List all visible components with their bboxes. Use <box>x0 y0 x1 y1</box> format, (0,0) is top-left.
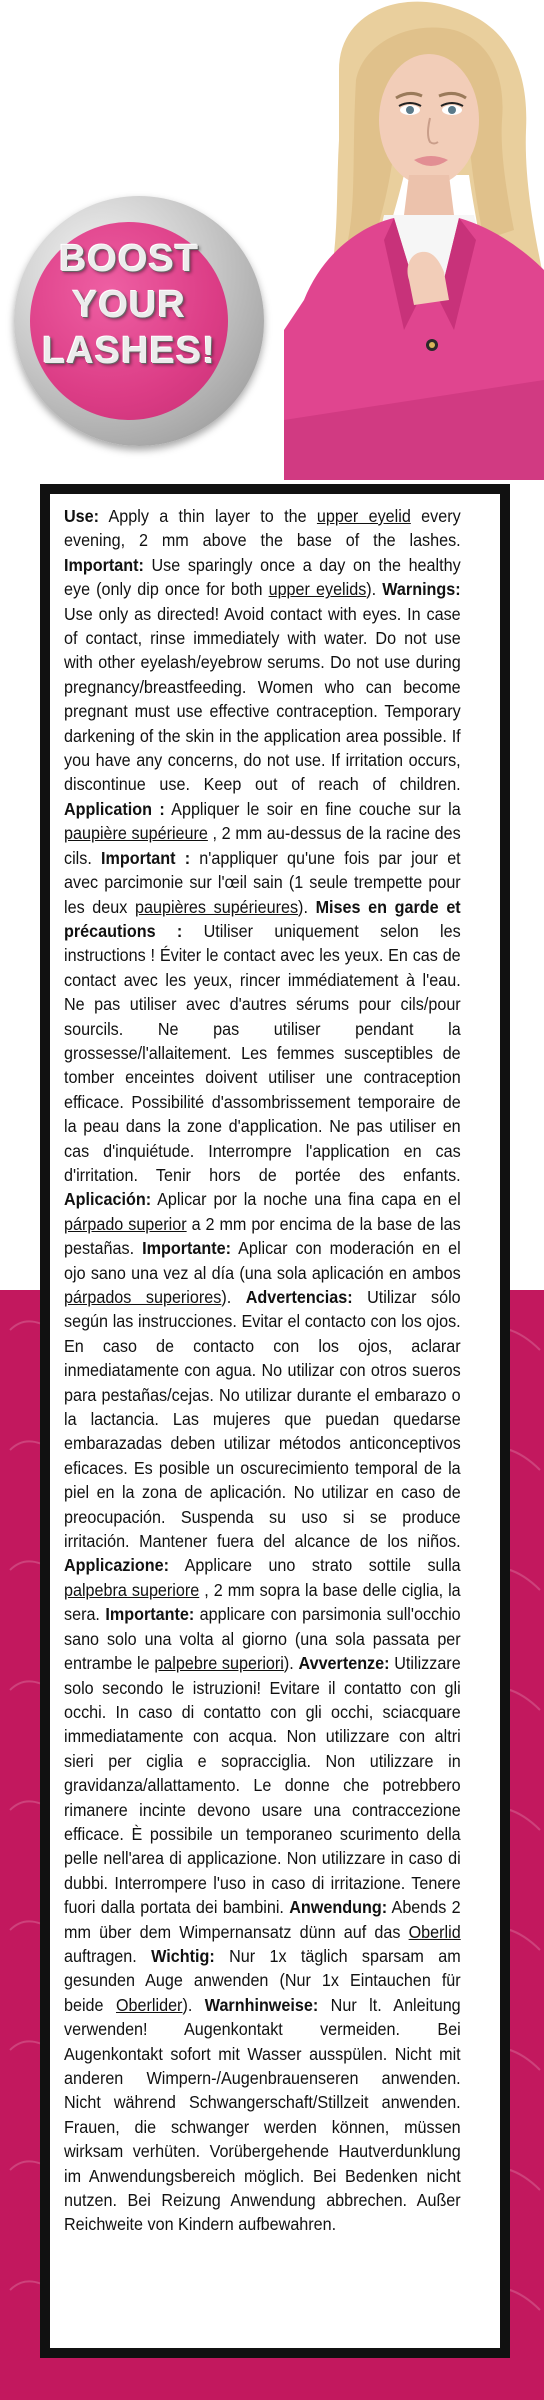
badge-line-1: BOOST <box>58 238 200 280</box>
de-warnings-label: Warnhinweise: <box>204 1994 319 2015</box>
fr-warnings-text: Utiliser uniquement selon les instructions ! Éviter le contact avec les yeux. En cas de contact avec les yeux, rincer immédiatement à l'eau. Ne pas utiliser avec d'autres sérums pour cils/pour sourcils. Ne pas utiliser pendant la grossesse/l'allaitement. Les femmes susceptibles de tomber enceintes doivent utiliser une contraception efficace. Possibilité d'assombrissement temporaire de la peau dans la zone d'application. Ne pas utiliser en cas d'inquiétude. Interrompre l'application en cas d'irritation. Tenir hors de portée des enfants. <box>64 920 461 1185</box>
fr-use-label: Application : <box>64 798 165 819</box>
en-warnings-label: Warnings: <box>382 579 461 600</box>
it-important-label: Importante: <box>105 1604 195 1625</box>
it-warnings-text: Utilizzare solo secondo le istruzioni! Evitare il contatto con gli occhi. In caso di contatto con gli occhi, sciacquare immediatamente con acqua. Non utilizzare con altri sieri per ciglia e sopracciglia. Non utilizzare in gravidanza/allattamento. Le donne che potrebbero rimanere incinte devono usare una contraccezione efficace. È possibile un temporaneo scurimento della pelle nell'area di applicazione. Non utilizzare in caso di dubbi. Interrompere l'uso in caso di irritazione. Tenere fuori dalla portata dei bambini. <box>64 1653 461 1918</box>
es-warnings-text: Utilizar sólo según las instrucciones. Evitar el contacto con los ojos. En caso de contacto con los ojos, aclarar inmediatamente con agua. No utilizar con otros sueros para pestañas/cejas. No utilizar durante el embarazo o la lactancia. Las mujeres que puedan quedarse embarazadas deben utilizar métodos anticonceptivos eficaces. Es posible un oscurecimiento temporal de la piel en la zona de aplicación. No utilizar en caso de preocupación. Suspenda su uso si se produce irritación. Mantener fuera del alcance de los niños. <box>64 1287 461 1552</box>
de-important-label: Wichtig: <box>151 1945 215 1966</box>
it-warnings-label: Avvertenze: <box>298 1653 390 1674</box>
en-important-text-1: Use sparingly once a day on the healthy eye (only dip once for both <box>64 554 461 600</box>
es-use-label: Aplicación: <box>64 1189 152 1210</box>
en-important-link: upper eyelids <box>268 579 367 600</box>
de-important-link: Oberlider <box>115 1994 183 2015</box>
fr-use-text-2: , 2 mm au-dessus de la racine des cils. <box>64 823 461 868</box>
fr-important-text-2: ). <box>298 896 308 917</box>
it-use-text-2: , 2 mm sopra la base delle ciglia, la sera. <box>64 1579 461 1625</box>
instructions-box <box>40 484 510 2358</box>
de-important-text-1: Nur 1x täglich sparsam am gesunden Auge anwenden (Nur 1x Eintauchen für beide <box>64 1945 461 2015</box>
de-important-text-2: ). <box>182 1994 193 2015</box>
it-use-label: Applicazione: <box>64 1555 170 1576</box>
de-use-text-1: Abends 2 mm über dem Wimpernansatz dünn auf das <box>64 1897 461 1942</box>
es-important-label: Importante: <box>142 1238 231 1259</box>
it-important-text-2: ). <box>283 1653 294 1674</box>
es-important-link: párpados superiores <box>64 1287 222 1307</box>
de-use-text-2: auftragen. <box>64 1945 137 1966</box>
en-important-label: Important: <box>64 554 144 575</box>
en-warnings-text: Use only as directed! Avoid contact with eyes. In case of contact, rinse immediately with water. Do not use with other eyelash/eyebrow serums. Do not use during pregnancy/breastfeeding. Women who can become pregnant must use effective contraception. Temporary darkening of the skin in the application area possible. If you have any concerns, do not use. If irritation occurs, discontinue use. Keep out of reach of children. <box>64 603 461 795</box>
es-use-link: párpado superior <box>64 1213 187 1234</box>
en-important-text-2: ). <box>366 579 377 600</box>
it-use-link: palpebra superiore <box>64 1579 200 1600</box>
fr-use-text-1: Appliquer le soir en fine couche sur la <box>164 798 461 819</box>
de-use-link: Oberlid <box>408 1921 461 1942</box>
es-important-text-2: ). <box>221 1287 232 1307</box>
en-use-text-1: Apply a thin layer to the <box>99 506 317 526</box>
es-warnings-label: Advertencias: <box>245 1287 353 1307</box>
de-warnings-text: Nur lt. Anleitung verwenden! Augenkontakt vermeiden. Bei Augenkontakt sofort mit Wasser ausspülen. Nicht mit anderen Wimpern-/Augenbrauenseren anwenden. Nicht während Schwangerschaft/Stillzeit anwenden. Frauen, die schwanger werden können, müssen wirksam verhüten. Vorübergehende Hautverdunklung im Anwendungsbereich möglich. Bei Bedenken nicht nutzen. Bei Reizung Anwendung abbrechen. Außer Reichweite von Kindern aufbewahren. <box>64 1994 461 2235</box>
es-use-text-1: Aplicar por la noche una fina capa en el <box>151 1189 461 1210</box>
it-important-link: palpebre superiori <box>154 1653 284 1674</box>
en-use-label: Use: <box>64 506 100 526</box>
fr-important-link: paupières supérieures <box>135 896 299 917</box>
en-use-text-2: every evening, 2 mm above the base of the lashes. <box>64 506 461 551</box>
it-important-text-1: applicare con parsimonia sull'occhio sano solo una volta al giorno (una sola passata per entrambe le <box>64 1604 461 1674</box>
badge-heading <box>30 236 228 374</box>
instructions-text <box>64 504 461 2237</box>
badge-line-2: YOUR <box>72 284 186 326</box>
it-use-text-1: Applicare uno strato sottile sulla <box>169 1555 461 1576</box>
badge-line-3: LASHES! <box>42 330 216 372</box>
fr-important-label: Important : <box>101 847 191 868</box>
es-important-text-1: Aplicar con moderación en el ojo sano una vez al día (una sola aplicación en ambos <box>64 1238 461 1283</box>
fr-important-text-1: n'appliquer qu'une fois par jour et avec parcimonie sur l'œil sain (1 seule trempette pour les deux <box>64 847 461 917</box>
woman-portrait-illustration <box>244 0 544 480</box>
fr-use-link: paupière supérieure <box>64 823 208 844</box>
header-banner <box>0 0 544 480</box>
en-use-link: upper eyelid <box>316 506 411 526</box>
de-use-label: Anwendung: <box>289 1897 388 1918</box>
es-use-text-2: a 2 mm por encima de la base de las pestañas. <box>64 1213 461 1259</box>
fr-warnings-label: Mises en garde et précautions : <box>64 896 461 941</box>
